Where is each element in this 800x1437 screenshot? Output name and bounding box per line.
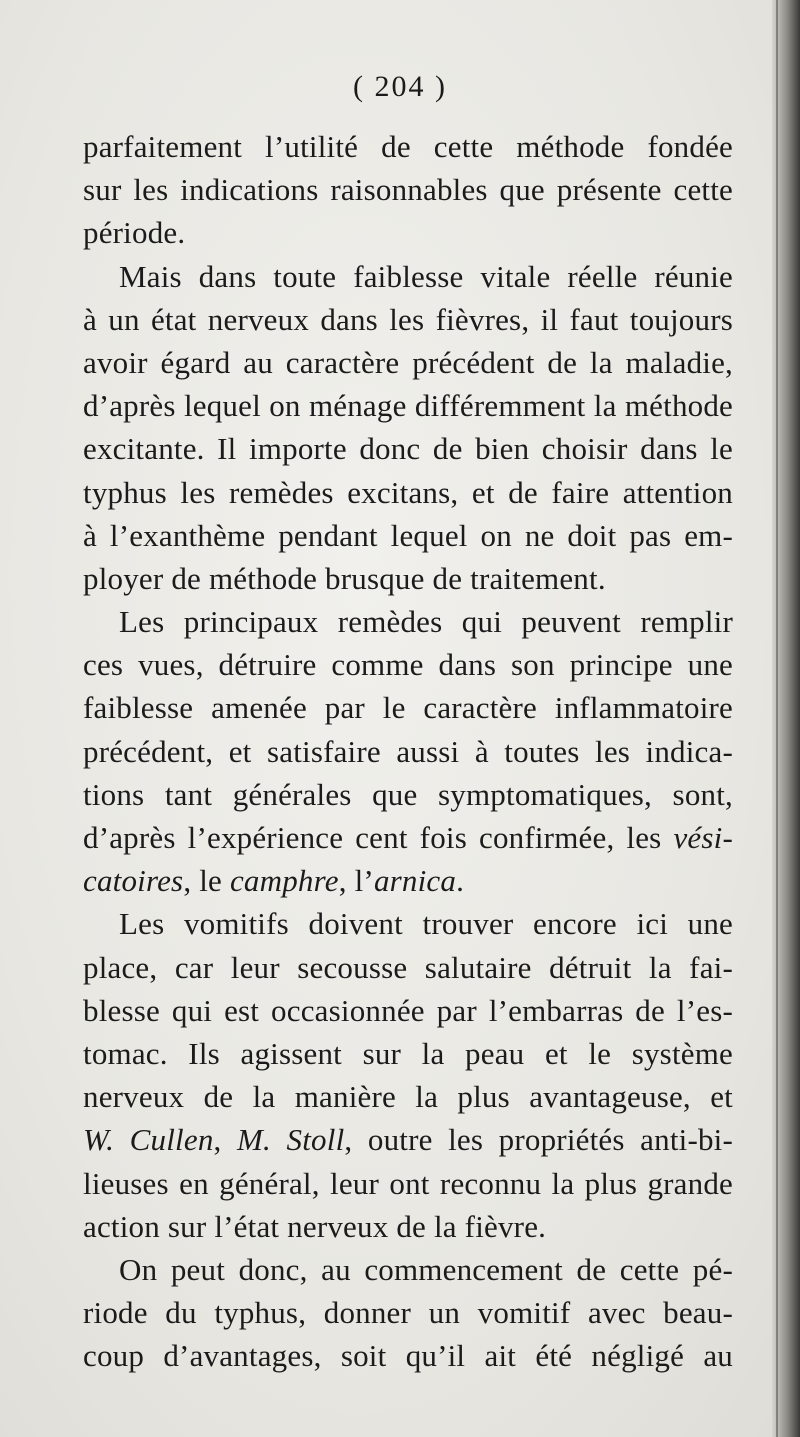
text-line: précédent, et satisfaire aussi à toutes les indica- bbox=[83, 733, 733, 769]
text-line: ployer de méthode brusque de traitement. bbox=[83, 560, 606, 596]
text-line: lieuses en général, leur ont reconnu la plus grande bbox=[83, 1165, 733, 1201]
text-line: tomac. Ils agissent sur la peau et le système bbox=[83, 1035, 733, 1071]
text-line: nerveux de la manière la plus avantageuse, et bbox=[83, 1079, 733, 1115]
italic-term: W. Cullen bbox=[83, 1122, 214, 1158]
text-line: W. Cullen, M. Stoll, outre les propriétés anti-bi- bbox=[83, 1122, 734, 1158]
text-line: d’après l’expérience cent fois confirmée, les vési- bbox=[83, 820, 733, 855]
text-line: Mais dans toute faiblesse vitale réelle réunie bbox=[119, 258, 733, 294]
text-line: à un état nerveux dans les fièvres, il faut toujours bbox=[83, 301, 733, 337]
text-line: avoir égard au caractère précédent de la maladie, bbox=[83, 344, 733, 380]
binding-line bbox=[776, 0, 778, 1437]
text-line: d’après lequel on ménage différemment la méthode bbox=[83, 388, 733, 424]
text-line: sur les indications raisonnables que présente cette bbox=[83, 172, 733, 208]
text-line: excitante. Il importe donc de bien choisir dans le bbox=[83, 431, 733, 467]
text-line: blesse qui est occasionnée par l’embarras de l’es- bbox=[83, 992, 733, 1028]
text-line: faiblesse amenée par le caractère inflammatoire bbox=[83, 690, 733, 726]
text-line: Les vomitifs doivent trouver encore ici une bbox=[119, 906, 733, 942]
italic-term: catoires bbox=[83, 863, 184, 899]
text-line: typhus les remèdes excitans, et de faire attention bbox=[83, 474, 733, 510]
text-line: catoires, le camphre, l’arnica. bbox=[83, 863, 465, 899]
text-line: à l’exanthème pendant lequel on ne doit pas em- bbox=[83, 517, 733, 553]
text-line: place, car leur secousse salutaire détruit la fai- bbox=[83, 949, 733, 985]
text-line: action sur l’état nerveux de la fièvre. bbox=[83, 1208, 547, 1244]
page-number: ( 204 ) bbox=[353, 70, 447, 103]
text-line: période. bbox=[83, 215, 186, 251]
text-line: parfaitement l’utilité de cette méthode fondée bbox=[83, 129, 733, 164]
italic-term: vési- bbox=[673, 820, 733, 855]
text-line: tions tant générales que symptomatiques, sont, bbox=[83, 776, 733, 812]
text-line: riode du typhus, donner un vomitif avec beau- bbox=[83, 1295, 733, 1331]
text-line: Les principaux remèdes qui peuvent remplir bbox=[119, 604, 733, 640]
italic-term: M. Stoll bbox=[237, 1122, 345, 1158]
text-line: On peut donc, au commencement de cette pé- bbox=[119, 1251, 733, 1287]
italic-term: arnica bbox=[373, 863, 457, 899]
italic-term: camphre bbox=[229, 863, 339, 899]
body-text bbox=[83, 125, 733, 1377]
text-line: coup d’avantages, soit qu’il ait été négligé au bbox=[83, 1338, 733, 1374]
text-line: ces vues, détruire comme dans son principe une bbox=[83, 647, 733, 683]
